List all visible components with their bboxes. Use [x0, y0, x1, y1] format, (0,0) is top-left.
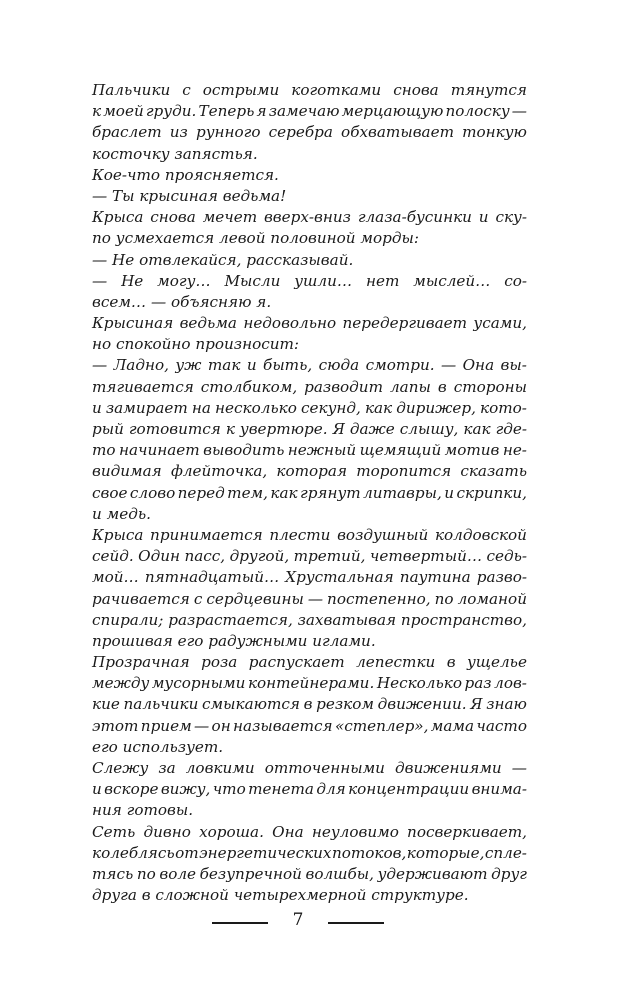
- text-line: Прозрачная роза распускает лепестки в ущелье: [92, 653, 527, 672]
- text-line: тясь по воле безупречной волшбы, удерживают друг: [92, 864, 527, 883]
- text-line: колеблясь от энергетических потоков, которые, спле-: [92, 843, 527, 862]
- text-line: Пальчики с острыми коготками снова тянутся: [92, 81, 527, 99]
- text-line: этот прием — он называется «степлер», мама часто: [92, 716, 527, 735]
- page-footer: [0, 910, 619, 934]
- text-line: — Ты крысиная ведьма!: [92, 186, 287, 205]
- footer-rule-left: [212, 922, 268, 924]
- text-line: друга в сложной четырехмерной структуре.: [92, 886, 469, 905]
- text-line: но спокойно произносит:: [92, 335, 300, 354]
- page-number: 7: [292, 910, 304, 930]
- text-line: свое слово перед тем, как грянут литавры, и скрипки,: [92, 483, 527, 502]
- text-line: Крыса принимается плести воздушный колдовской: [92, 525, 527, 544]
- text-line: — Не могу… Мысли ушли… нет мыслей… со-: [92, 271, 527, 290]
- text-line: Крыса снова мечет вверх-вниз глаза-бусинки и ску-: [92, 208, 527, 227]
- text-line: Слежу за ловкими отточенными движениями —: [92, 759, 527, 777]
- text-line: прошивая его радужными иглами.: [92, 631, 376, 650]
- text-line: — Не отвлекайся, рассказывай.: [92, 250, 354, 269]
- text-line: мой… пятнадцатый… Хрустальная паутина разво-: [92, 568, 527, 587]
- text-line: Кое-что проясняется.: [92, 165, 279, 184]
- text-line: по усмехается левой половиной морды:: [92, 229, 419, 248]
- text-line: косточку запястья.: [92, 144, 258, 163]
- text-line: и медь.: [92, 504, 151, 523]
- text-line: Крысиная ведьма недовольно передергивает усами,: [92, 314, 527, 333]
- body-text: [92, 80, 527, 906]
- text-line: — Ладно, уж так и быть, сюда смотри. — Она вы-: [92, 356, 527, 375]
- text-line: рый готовится к увертюре. Я даже слышу, как где-: [92, 420, 527, 438]
- text-line: его использует.: [92, 737, 224, 756]
- text-line: тягивается столбиком, разводит лапы в стороны: [92, 377, 527, 396]
- text-line: сейд. Один пасс, другой, третий, четвертый… седь-: [92, 547, 527, 566]
- text-line: между мусорными контейнерами. Несколько раз лов-: [92, 674, 527, 693]
- text-line: и вскоре вижу, что тенета для концентрации внима-: [92, 780, 527, 799]
- text-line: всем… — объясняю я.: [92, 292, 272, 311]
- text-line: видимая флейточка, которая торопится сказать: [92, 462, 527, 481]
- text-line: к моей груди. Теперь я замечаю мерцающую полоску —: [92, 102, 527, 121]
- text-line: кие пальчики смыкаются в резком движении. Я знаю: [92, 695, 527, 714]
- text-line: то начинает выводить нежный щемящий мотив не-: [92, 441, 527, 460]
- footer-rule-right: [328, 922, 384, 924]
- text-line: браслет из рунного серебра обхватывает тонкую: [92, 123, 527, 142]
- text-line: Сеть дивно хороша. Она неуловимо посверкивает,: [92, 822, 527, 841]
- text-line: и замирает на несколько секунд, как дирижер, кото-: [92, 398, 527, 417]
- text-line: рачивается с сердцевины — постепенно, по ломаной: [92, 589, 527, 608]
- text-line: ния готовы.: [92, 801, 194, 820]
- text-line: спирали; разрастается, захватывая пространство,: [92, 610, 527, 629]
